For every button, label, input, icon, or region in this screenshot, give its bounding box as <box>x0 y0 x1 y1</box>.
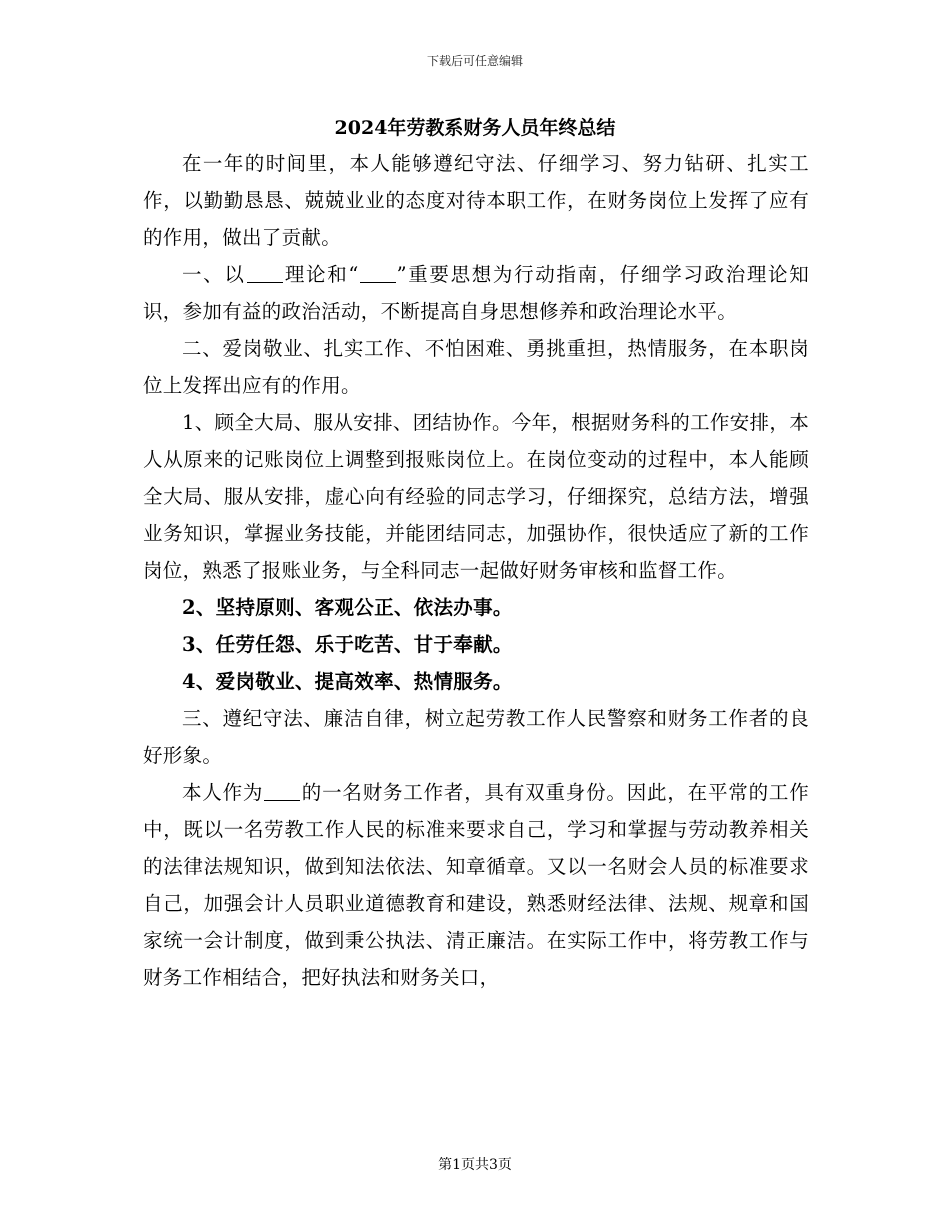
page-header-note: 下载后可任意编辑 <box>426 54 523 68</box>
paragraph-intro: 在一年的时间里，本人能够遵纪守法、仔细学习、努力钻研、扎实工作，以勤勤恳恳、兢兢业业的态度对待本职工作，在财务岗位上发挥了应有的作用，做出了贡献。 <box>143 152 809 249</box>
paragraph-section-1 <box>143 256 809 330</box>
paragraph-section-3: 三、遵纪守法、廉洁自律，树立起劳教工作人民警察和财务工作者的良好形象。 <box>143 707 809 767</box>
blank-underline <box>247 263 283 284</box>
document-body <box>143 145 809 996</box>
paragraph-section-1-part-b: 理论和“ <box>283 263 359 286</box>
paragraph-item-1: 1、顾全大局、服从安排、团结协作。今年，根据财务科的工作安排，本人从原来的记账岗位上调整到报账岗位上。在岗位变动的过程中，本人能顾全大局、服从安排，虚心向有经验的同志学习，仔细探究，总结方法，增强业务知识，掌握业务技能，并能团结同志，加强协作，很快适应了新的工作岗位，熟悉了报账业务，与全科同志一起做好财务审核和监督工作。 <box>143 411 809 582</box>
paragraph-section-3-detail-part-b: 的一名财务工作者，具有双重身份。因此，在平常的工作中，既以一名劳教工作人民的标准来要求自己，学习和掌握与劳动教养相关的法律法规知识，做到知法依法、知章循章。又以一名财会人员的标准要求自己，加强会计人员职业道德教育和建设，熟悉财经法律、法规、规章和国家统一会计制度，做到秉公执法、清正廉洁。在实际工作中，将劳教工作与财务工作相结合，把好执法和财务关口， <box>143 781 809 989</box>
paragraph-item-3: 3、任劳任怨、乐于吃苦、甘于奉献。 <box>182 633 513 656</box>
page-number: 第1页共3页 <box>438 1157 512 1173</box>
paragraph-item-2: 2、坚持原则、客观公正、依法办事。 <box>182 596 513 619</box>
blank-underline <box>264 781 300 802</box>
paragraph-section-1-part-a: 一、以 <box>182 263 246 286</box>
blank-underline <box>360 263 396 284</box>
document-title: 2024年劳教系财务人员年终总结 <box>334 117 616 139</box>
paragraph-section-1-part-c: ”重要思想为行动指南，仔细学习政治理论知识，参加有益的政治活动，不断提高自身思想修养和政治理论水平。 <box>143 263 809 323</box>
paragraph-section-3-detail-part-a: 本人作为 <box>182 781 264 804</box>
paragraph-section-2: 二、爱岗敬业、扎实工作、不怕困难、勇挑重担，热情服务，在本职岗位上发挥出应有的作用。 <box>143 337 809 397</box>
paragraph-item-4: 4、爱岗敬业、提高效率、热情服务。 <box>182 670 513 693</box>
paragraph-section-3-detail <box>143 774 809 996</box>
